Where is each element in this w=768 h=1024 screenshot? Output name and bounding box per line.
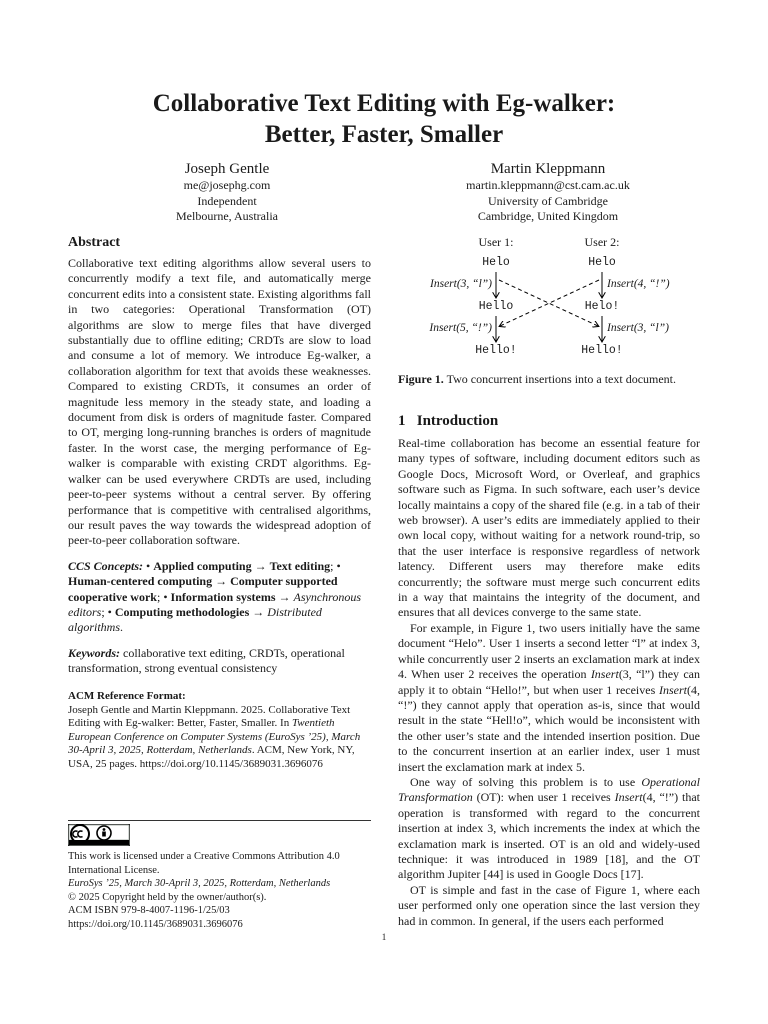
user-2-label: User 2: [584,235,620,249]
state-user1-middle: Hello [478,300,514,313]
author-email[interactable]: me@josephg.com [183,178,271,192]
figure-caption [398,372,700,387]
author-name: Martin Kleppmann [490,161,606,177]
op-user1-first: Insert(3, “l”) [430,278,492,290]
author-block-1 [77,160,377,225]
acm-reference-venue: Twentieth European Conference on Computer Systems (EuroSys ’25), March 30-April 3, 2025, Rotterdam, Netherlands [68,717,361,757]
left-column [68,234,371,771]
license-copyright: © 2025 Copyright held by the owner/author(s). [68,891,267,903]
keywords-text: collaborative text editing, CRDTs, operational transformation, strong eventual consistency [68,645,345,676]
figure-1-diagram [398,234,700,364]
acm-reference-heading: ACM Reference Format: [68,689,186,702]
ccs-term: Asynchronous editors [68,589,362,619]
figure-1 [398,234,700,394]
abstract-heading: Abstract [68,235,121,250]
user-1-label: User 1: [478,235,514,249]
intro-paragraph-2: For example, in Figure 1, two users initially have the same document “Helo”. User 1 inserts a second letter “l” at index 3, while concurrently user 2 inserts an exclamation mark at index 4. When user 2 receives the operation Insert(3, “l”) they can apply it to obtain “Hello!”, but when user 1 receives Insert(4, “!”) they cannot apply that operation as-is, since that would result in the state “Hell!o”, which would be inconsistent with the other user’s state and the intended insertion position. Due to the concurrent insertion at an earlier index, user 1 must insert the exclamation mark at index 5. [398,620,700,774]
intro-paragraph-4: OT is simple and fast in the case of Figure 1, where each user performed only one operation since the last version they had in common. In general, if the users each performed [398,882,700,928]
right-column [398,412,700,929]
ccs-term: Distributed algorithms [68,604,322,635]
keywords-label: Keywords: [68,645,120,660]
license-isbn: ACM ISBN 979-8-4007-1196-1/25/03 [68,905,230,916]
section-number: 1 [398,413,406,429]
figure-caption-text: Two concurrent insertions into a text document. [446,372,677,386]
license-line: This work is licensed under a Creative Commons Attribution 4.0 International License. [68,851,340,876]
page-number: 1 [381,932,387,942]
state-user1-final: Hello! [475,344,517,357]
abstract-text: Collaborative text editing algorithms allow several users to concurrently modify a text file, and automatically merge concurrent edits into a consistent state. Existing algorithms fall in two categories: Operational Transformation (OT) algorithms are slow to merge files that have diverged substantially due to offline editing; CRDTs are slow to load and consume a lot of memory. We introduce Eg-walker, a collaboration algorithm for text that avoids these weaknesses. Compared to existing CRDTs, it consumes an order of magnitude less memory in the steady state, and loading a document from disk is orders of magnitude faster. Compared to OT, merging long-running branches is orders of magnitude faster. In the worst case, the merging performance of Eg-walker is comparable with existing CRDT algorithms. Eg-walker can be used everywhere CRDTs are used, including peer-to-peer systems without a central server. By offering performance that is competitive with centralised algorithms, our result paves the way towards the widespread adoption of peer-to-peer collaboration software. [68,256,371,548]
author-location: Cambridge, United Kingdom [477,209,619,223]
op-user2-first: Insert(4, “!”) [607,278,670,290]
intro-paragraph-1: Real-time collaboration has become an essential feature for many types of software, including document editors such as Google Docs, Microsoft Word, or Overleaf, and graphics software such as Figma. In such software, each user’s device locally maintains a copy of the shared file (e.g. in a tab of their web browser). A user’s edits are immediately applied to their own local copy, without waiting for a network round-trip, so that the user interface is responsive regardless of network latency. Different users may therefore make edits concurrently; the software must merge such concurrent edits in a way that maintains the integrity of the document, and ensures that all devices converge to the same state. [398,436,700,620]
intro-paragraph-3: One way of solving this problem is to use Operational Transformation (OT): when user 1 receives Insert(4, “!”) that operation is transformed with regard to the concurrent insertion at index 3, which increments the index at which the exclamation mark is inserted. OT is an old and widely-used technique: it was introduced in 1989 [18], and the OT algorithm Jupiter [44] is used in Google Docs [17]. [398,774,700,882]
acm-reference-text: Joseph Gentle and Martin Kleppmann. 2025. Collaborative Text Editing with Eg-walker: Better, Faster, Smaller. In Twentieth European Conference on Computer Systems (EuroSys ’25), March 30-April 3, 2025, Rotterdam, Netherlands. ACM, New York, NY, USA, 25 pages. https://doi.org/10.1145/3689031.3696076 [68,703,361,770]
section-heading-introduction [398,412,700,430]
title-line-1: Collaborative Text Editing with Eg-walker: [152,90,616,117]
title-line-2: Better, Faster, Smaller [264,121,504,148]
op-user1-second: Insert(5, “!”) [429,322,492,334]
paper-title [0,88,768,150]
cc-by-icon[interactable] [68,824,130,846]
license-block [68,820,371,931]
ccs-term: Human-centered computing [68,574,213,589]
ccs-term: Computing methodologies [114,604,250,619]
section-title: Introduction [416,413,499,429]
state-user1-initial: Helo [482,256,510,269]
license-venue: EuroSys ’25, March 30-April 3, 2025, Rotterdam, Netherlands [68,878,331,889]
figure-caption-label: Figure 1. [398,372,444,386]
ccs-term: Text editing [269,558,331,573]
ccs-concepts: CCS Concepts: • Applied computing → Text editing; • Human-centered computing → Computer supported cooperative work; • Information systems → Asynchronous editors; • Computing methodologies → Distributed algorithms. [68,558,362,635]
author-location: Melbourne, Australia [176,209,278,223]
state-user2-final: Hello! [581,344,623,357]
license-rule [68,820,371,821]
ccs-term: Computer supported cooperative work [68,574,338,604]
author-affiliation: University of Cambridge [488,193,608,208]
author-email[interactable]: martin.kleppmann@cst.cam.ac.uk [466,178,630,192]
ccs-label: CCS Concepts: [68,558,144,573]
state-user2-initial: Helo [588,256,616,269]
ccs-term: Applied computing [153,558,252,573]
author-block-2 [398,160,698,225]
license-doi[interactable]: https://doi.org/10.1145/3689031.3696076 [68,918,243,930]
keywords [68,646,371,677]
author-name: Joseph Gentle [184,161,270,177]
ccs-term: Information systems [170,589,276,604]
op-user2-second: Insert(3, “l”) [607,322,669,334]
state-user2-middle: Helo! [584,300,620,313]
author-affiliation: Independent [197,193,257,208]
